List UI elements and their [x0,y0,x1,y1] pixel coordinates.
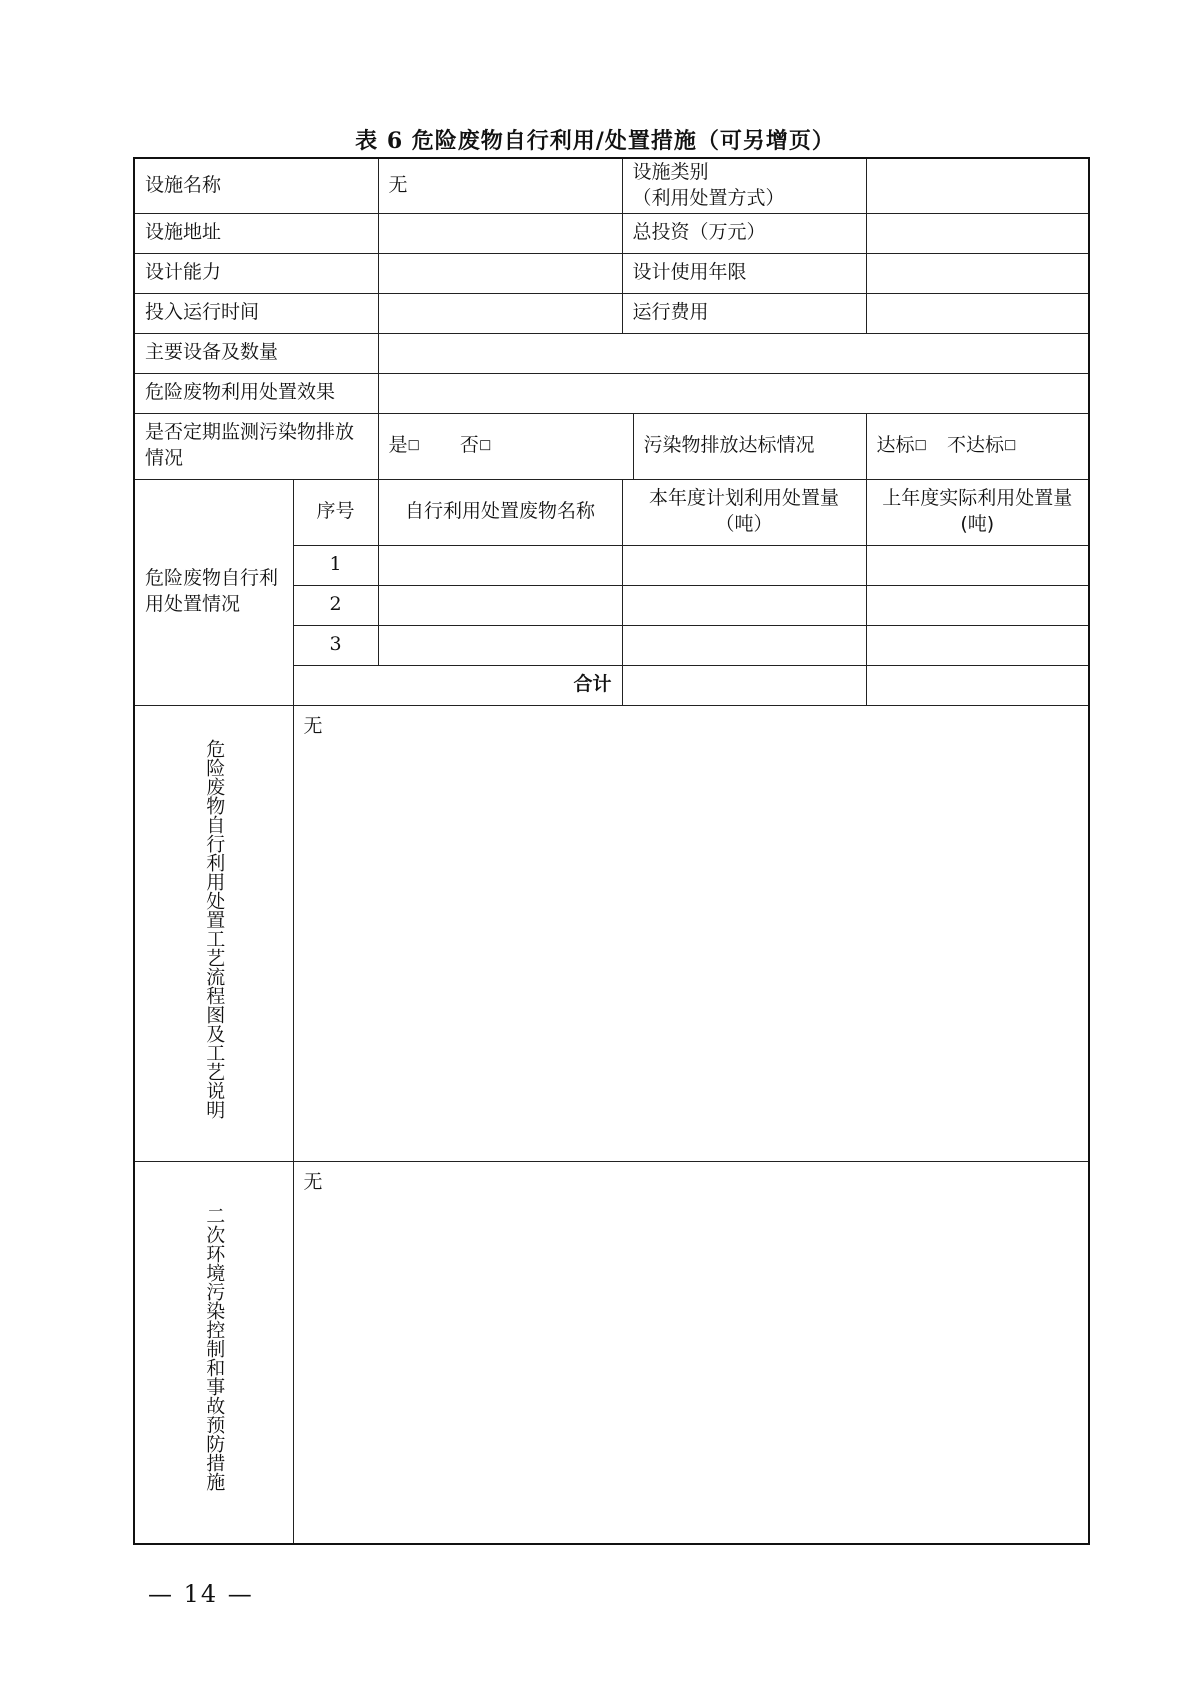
checkbox-icon: □ [407,437,420,453]
process-value[interactable]: 无 [293,705,1089,1161]
header-planned [622,479,866,545]
monitoring-no-label: 否 [459,434,479,457]
checkbox-icon: □ [478,437,492,453]
header-planned-line2: （吨） [715,513,773,535]
disposal-measures-table [133,157,1090,1545]
main-equipment-value[interactable] [378,333,1089,373]
disposal-effect-label: 危险废物利用处置效果 [134,373,378,413]
design-capacity-value[interactable] [378,253,622,293]
header-actual-line1: 上年度实际利用处置量 [882,487,1073,510]
total-actual[interactable] [866,665,1089,705]
process-label-cell [134,705,293,1161]
secondary-label-cell [134,1161,293,1544]
row-2-actual[interactable] [866,585,1089,625]
facility-address-label: 设施地址 [134,213,378,253]
main-equipment-label: 主要设备及数量 [134,333,378,373]
facility-name-value[interactable]: 无 [378,158,622,213]
compliance-yes-option[interactable] [877,434,927,456]
secondary-value[interactable]: 无 [293,1161,1089,1544]
header-actual [866,479,1089,545]
design-capacity-label: 设计能力 [134,253,378,293]
row-3-actual[interactable] [866,625,1089,665]
row-1-actual[interactable] [866,545,1089,585]
total-planned[interactable] [622,665,866,705]
monitoring-no-option[interactable] [460,434,491,456]
row-2-planned[interactable] [622,585,866,625]
checkbox-icon: □ [914,437,927,453]
page-number: — 14 — [148,1580,254,1608]
facility-name-label: 设施名称 [134,158,378,213]
design-life-label: 设计使用年限 [622,253,866,293]
compliance-options [866,413,1089,479]
row-1-name[interactable] [378,545,622,585]
facility-address-value[interactable] [378,213,622,253]
design-life-value[interactable] [866,253,1089,293]
disposal-effect-value[interactable] [378,373,1089,413]
compliance-yes-label: 达标 [876,434,915,457]
facility-type-label-line2: （利用处置方式） [632,186,785,209]
total-label: 合计 [293,665,622,705]
row-2-name[interactable] [378,585,622,625]
header-planned-line1: 本年度计划利用处置量 [649,487,840,510]
row-1-planned[interactable] [622,545,866,585]
secondary-label: 二次环境污染控制和事故预防措施 [203,1205,226,1491]
operating-cost-value[interactable] [866,293,1089,333]
compliance-no-option[interactable] [947,434,1016,456]
table-title: 表 6 危险废物自行利用/处置措施（可另增页） [355,128,835,154]
row-3-name[interactable] [378,625,622,665]
operating-cost-label: 运行费用 [622,293,866,333]
compliance-label: 污染物排放达标情况 [633,413,866,479]
row-3-seq: 3 [293,625,378,665]
facility-type-label [622,158,866,213]
header-actual-line2: (吨) [960,513,995,535]
process-label: 危险废物自行利用处置工艺流程图及工艺说明 [203,739,226,1120]
situation-label: 危险废物自行利用处置情况 [134,479,293,705]
operation-start-value[interactable] [378,293,622,333]
monitoring-options [378,413,633,479]
header-seq: 序号 [293,479,378,545]
row-1-seq: 1 [293,545,378,585]
row-3-planned[interactable] [622,625,866,665]
total-investment-value[interactable] [866,213,1089,253]
header-waste-name: 自行利用处置废物名称 [378,479,622,545]
facility-type-value[interactable] [866,158,1089,213]
compliance-no-label: 不达标 [946,434,1004,457]
facility-type-label-line1: 设施类别 [632,161,709,184]
checkbox-icon: □ [1003,437,1017,453]
row-2-seq: 2 [293,585,378,625]
monitoring-label: 是否定期监测污染物排放情况 [134,413,378,479]
monitoring-yes-label: 是 [388,434,408,457]
operation-start-label: 投入运行时间 [134,293,378,333]
monitoring-yes-option[interactable] [389,434,420,456]
total-investment-label: 总投资（万元） [622,213,866,253]
